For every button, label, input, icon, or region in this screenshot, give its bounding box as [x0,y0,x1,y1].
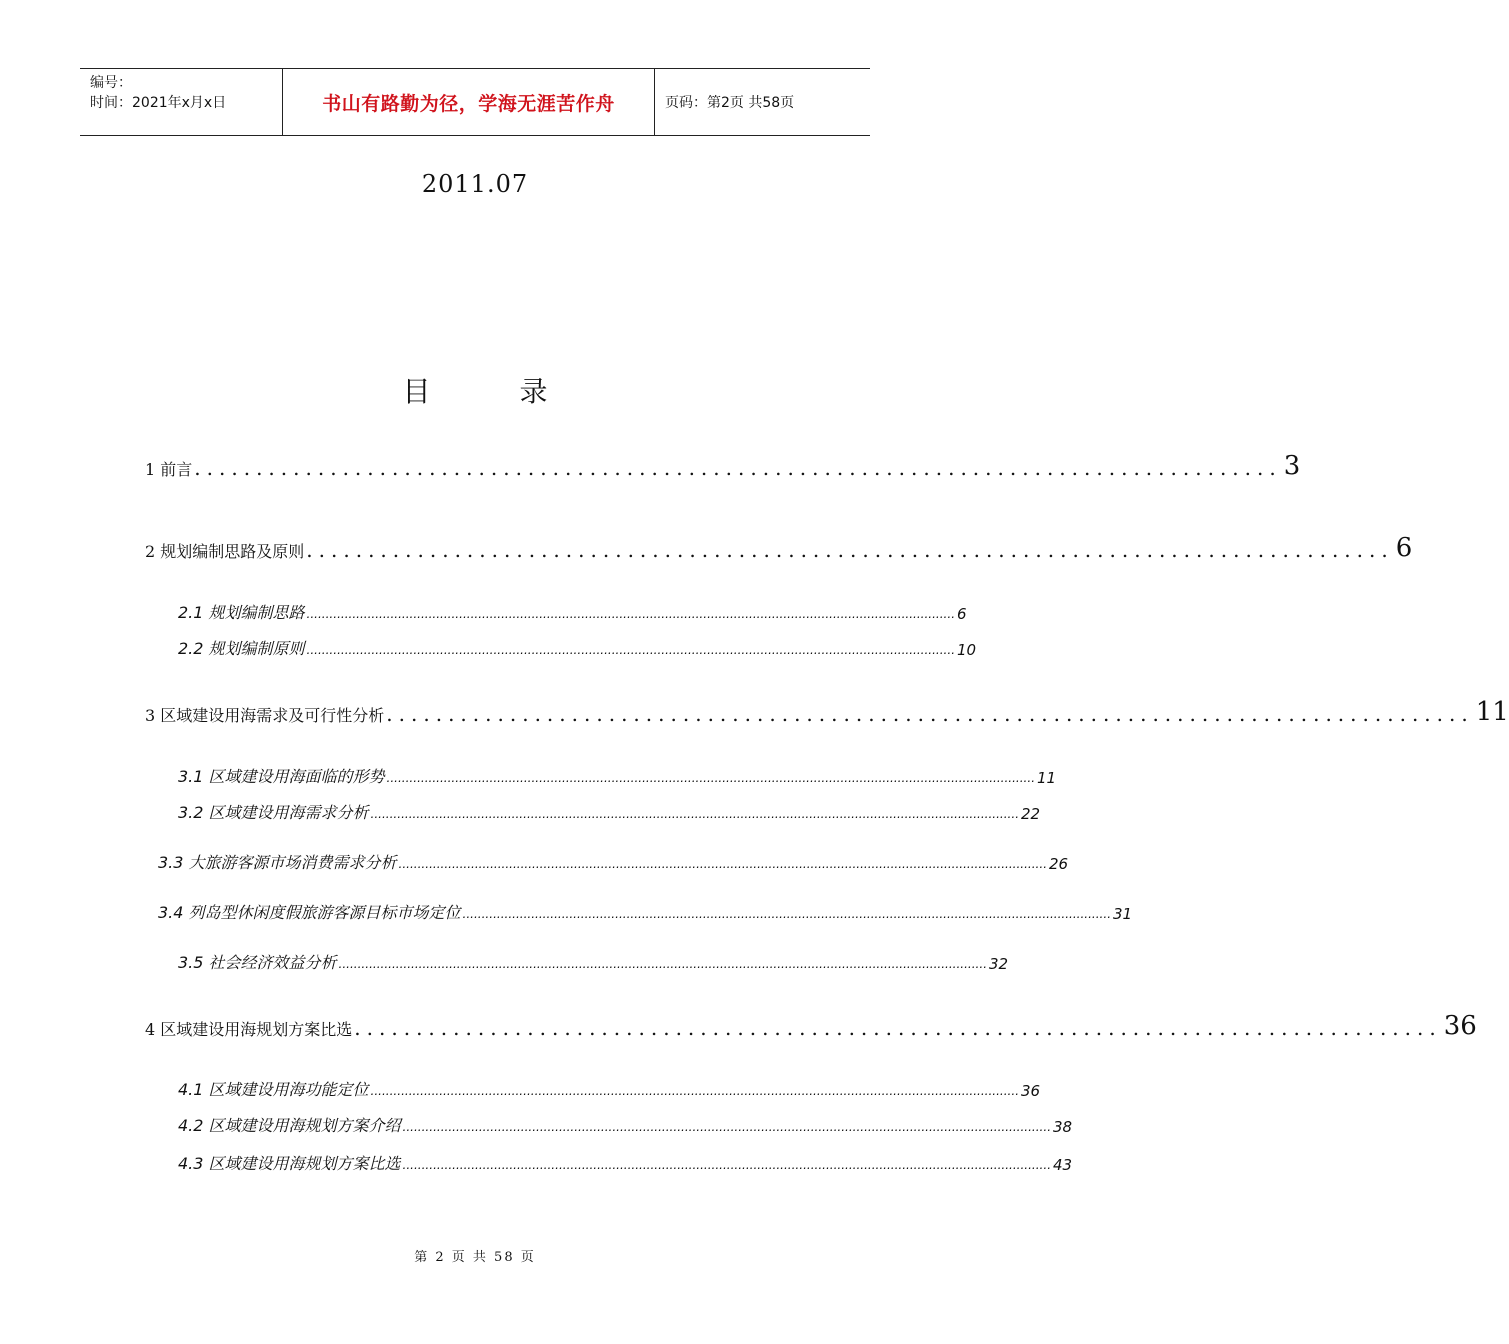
toc-leader: ........................................................................................ [194,456,1282,480]
header-motto: 书山有路勤为径，学海无涯苦作舟 [322,92,615,115]
toc-leader: .......................................................................................................................................................................... [306,643,956,657]
toc-entry-label: 1 前言 [145,460,193,479]
toc-entry[interactable] [145,533,1413,563]
toc-entry-page: 6 [957,605,967,623]
toc-leader: .......................................................................................................................................................................... [338,957,988,971]
toc-entry-page: 36 [1443,1011,1477,1041]
header-page-info: 页码：第2页 共58页 [665,95,795,111]
toc-leader: .......................................................................................................................................................................... [402,1120,1052,1134]
toc-entry-page: 43 [1053,1156,1073,1174]
toc-entry-page: 22 [1021,805,1041,823]
toc-entry[interactable] [158,900,1133,923]
toc-entry-page: 6 [1395,533,1413,563]
toc-entry[interactable] [178,636,977,659]
page-footer: 第 2 页 共 58 页 [414,1250,536,1265]
toc-entry[interactable] [178,1151,1073,1174]
toc-entry[interactable] [178,1113,1073,1136]
toc-entry[interactable] [178,950,1009,973]
toc-leader: .......................................................................................................................................................................... [402,1158,1052,1172]
toc-entry-page: 32 [989,955,1009,973]
toc-entry[interactable] [145,1011,1477,1041]
toc-leader: .......................................................................................................................................................................... [462,907,1112,921]
toc-entry[interactable] [158,850,1069,873]
toc-entry[interactable] [178,764,1057,787]
toc-title: 目 录 [402,375,588,408]
toc-entry[interactable] [178,600,967,623]
toc-entry-label: 4 区域建设用海规划方案比选 [145,1020,353,1039]
header-motto-cell [282,69,655,135]
toc-leader: .......................................................................................................................................................................... [386,771,1036,785]
toc-entry-page: 3 [1283,451,1301,481]
toc-entry-label: 3 区域建设用海需求及可行性分析 [145,706,385,725]
toc-entry[interactable] [145,451,1301,481]
toc-entry-label: 3.5 社会经济效益分析 [178,953,337,972]
toc-entry-label: 2.1 规划编制思路 [178,603,305,622]
toc-leader: .......................................................................................................................................................................... [398,857,1048,871]
toc-leader: .......................................................................................................................................................................... [370,807,1020,821]
toc-leader: .......................................................................................................................................................................... [306,607,956,621]
toc-entry-label: 3.4 列岛型休闲度假旅游客源目标市场定位 [158,903,461,922]
toc-entry-page: 31 [1113,905,1133,923]
toc-entry[interactable] [145,697,1509,727]
toc-entry-label: 4.2 区域建设用海规划方案介绍 [178,1116,401,1135]
toc-entry-page: 26 [1049,855,1069,873]
toc-entry-page: 10 [957,641,977,659]
toc-entry-page: 36 [1021,1082,1041,1100]
document-number-label: 编号： [90,75,132,91]
page-header [80,68,870,136]
toc-entry[interactable] [178,1077,1041,1100]
document-time: 时间：2021年x月x日 [90,95,227,111]
toc-leader: .......................................................................................................................................................................... [370,1084,1020,1098]
toc-entry-label: 4.1 区域建设用海功能定位 [178,1080,369,1099]
toc-entry-label: 2 规划编制思路及原则 [145,542,305,561]
toc-entry-page: 38 [1053,1118,1073,1136]
toc-entry-label: 3.2 区域建设用海需求分析 [178,803,369,822]
toc-entry-page: 11 [1037,769,1057,787]
toc-entry-page: 11 [1475,697,1509,727]
toc-leader: ........................................................................................ [386,702,1474,726]
toc-entry-label: 3.3 大旅游客源市场消费需求分析 [158,853,397,872]
document-date: 2011.07 [421,170,529,198]
toc-entry-label: 2.2 规划编制原则 [178,639,305,658]
toc-leader: ........................................................................................ [354,1016,1442,1040]
toc-entry-label: 3.1 区域建设用海面临的形势 [178,767,385,786]
toc-entry-label: 4.3 区域建设用海规划方案比选 [178,1154,401,1173]
header-meta [80,69,282,135]
toc-leader: ........................................................................................ [306,538,1394,562]
toc-entry[interactable] [178,800,1041,823]
